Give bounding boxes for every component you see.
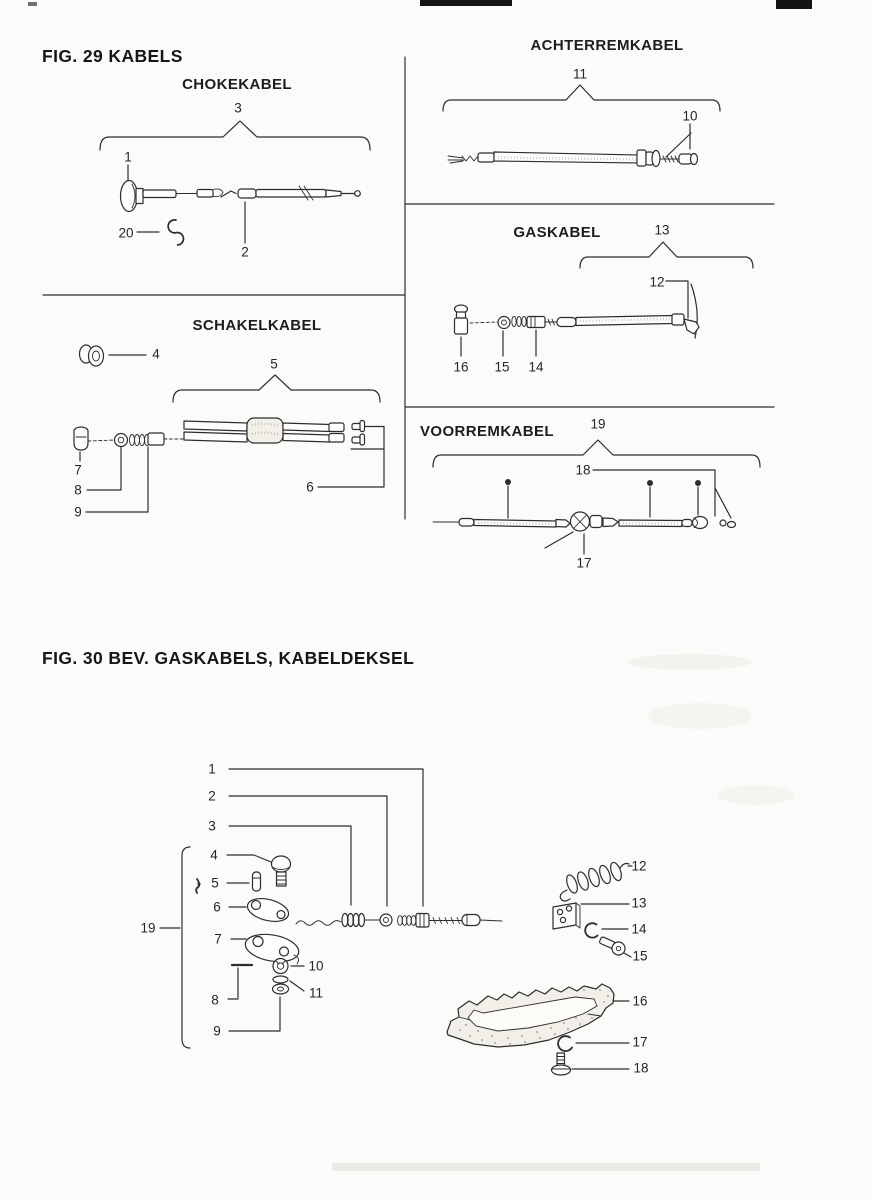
bracket-3 [100,121,370,150]
voorremkabel-drawing [433,440,760,554]
gaskabel-drawing [455,242,754,356]
part-label-fig30-3: 3 [208,818,216,834]
chokekabel-title: CHOKEKABEL [182,76,292,93]
clip-20 [168,220,183,245]
nut-8 [115,434,128,447]
part-label-gas-14: 14 [528,359,544,375]
part-label-choke-2: 2 [241,244,249,260]
bracket-plate-7 [243,931,301,966]
part-label-fig30-2: 2 [208,788,216,804]
part-label-fig30-14: 14 [631,921,647,937]
adjuster-1 [416,914,429,928]
c-clip-17 [558,1036,629,1051]
fig30-title: FIG. 30 BEV. GASKABELS, KABELDEKSEL [42,648,415,668]
bracket-11 [443,85,720,111]
adjuster-9 [148,433,164,445]
bracket-13 [580,242,753,268]
part-label-fig30-9: 9 [213,1023,221,1039]
part-label-achterrem-10: 10 [682,108,698,124]
adjuster-nut-15 [498,317,510,329]
achterremkabel-title: ACHTERREMKABEL [530,37,684,54]
part-label-fig30-10: 10 [308,958,324,974]
cable-nipple-bottom [360,434,365,445]
part-label-schakel-7: 7 [74,462,82,478]
part-label-fig30-16: 16 [632,993,648,1009]
part-label-fig30-13: 13 [631,895,647,911]
cable-housing [494,152,639,163]
part-label-schakel-8: 8 [74,482,82,498]
chokekabel-drawing [100,121,370,245]
cable-wrap [247,418,283,443]
part-label-voorrem-17: 17 [576,555,592,571]
fig30-right-parts [447,861,632,1075]
part-label-fig30-7: 7 [214,931,222,947]
part-label-fig30-15: 15 [632,948,648,964]
schakelkabel-title: SCHAKELKABEL [192,317,322,334]
bolt-15 [599,936,631,957]
part-label-choke-3: 3 [234,100,242,116]
inner-cable-hook [221,191,236,197]
gaskabel-title: GASKABEL [513,224,601,241]
part-label-fig30-11: 11 [308,985,324,1001]
fig29-title: FIG. 29 KABELS [42,46,183,66]
part-label-fig30-19: 19 [140,920,156,936]
part-label-schakel-6: 6 [306,479,314,495]
screw-18 [552,1053,630,1075]
spring-12 [560,861,632,901]
plate-13 [553,903,629,929]
ink-mark [196,879,199,893]
achterremkabel-drawing [443,85,720,167]
part-label-voorrem-19: 19 [590,416,606,432]
cable-cover-16 [447,984,629,1047]
part-label-gas-13: 13 [654,222,670,238]
part-label-gas-15: 15 [494,359,510,375]
part-label-achterrem-11: 11 [572,66,588,82]
part-label-fig30-18: 18 [633,1060,649,1076]
pin-5 [253,872,261,891]
part-label-voorrem-18: 18 [575,462,591,478]
cable-nipple-top [360,421,365,432]
part-label-gas-16: 16 [453,359,469,375]
adjuster-barrel-14 [527,317,545,328]
nut-2 [380,914,392,926]
washer-11 [273,976,288,983]
part-label-schakel-4: 4 [152,346,160,362]
part-label-choke-20: 20 [118,225,134,241]
scan-artifacts [28,0,812,1171]
bracket-5 [173,375,380,402]
clamp-plate-6 [245,895,291,926]
part-label-fig30-4: 4 [210,847,218,863]
bracket-19 [182,847,190,1048]
fig30-callout-lines [160,769,423,1048]
part-label-fig30-8: 8 [211,992,219,1008]
part-label-choke-1: 1 [124,149,132,165]
part-label-fig30-12: 12 [631,858,647,874]
c-clip-14 [585,923,628,937]
part-label-fig30-6: 6 [213,899,221,915]
fig30-gas-cable [296,914,502,928]
part-label-gas-12: 12 [649,274,665,290]
part-label-schakel-9: 9 [74,504,82,520]
bracket-19 [433,440,760,467]
part-label-fig30-17: 17 [632,1034,648,1050]
schakelkabel-drawing [74,345,384,512]
part-label-fig30-1: 1 [208,761,216,777]
part-label-schakel-5: 5 [270,356,278,372]
part-label-fig30-5: 5 [211,875,219,891]
voorremkabel-title: VOORREMKABEL [420,423,554,440]
